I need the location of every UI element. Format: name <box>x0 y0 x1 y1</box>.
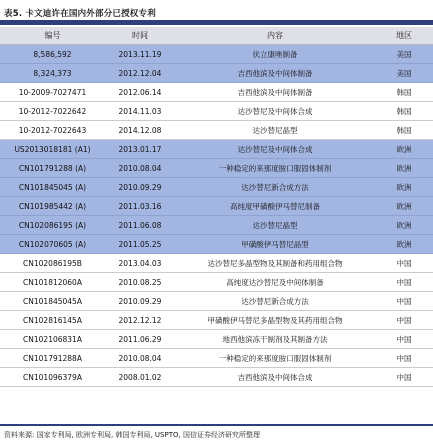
patent-content: 吉西他滨及中间体合成 <box>175 368 375 387</box>
patent-content: 地西他滨冻干制剂及其制备方法 <box>175 330 375 349</box>
table-row <box>0 349 433 368</box>
patent-region: 中国 <box>375 349 433 368</box>
patent-content: 一种稳定的来那度胺口服固体制剂 <box>175 349 375 368</box>
grant-date: 2014.11.03 <box>105 102 175 121</box>
patent-number: CN101791288 (A) <box>0 159 105 178</box>
patent-content: 甲磺酸伊马替尼晶型 <box>175 235 375 254</box>
grant-date: 2013.01.17 <box>105 140 175 159</box>
grant-date: 2014.12.08 <box>105 121 175 140</box>
table-row <box>0 254 433 273</box>
patent-number: 10-2012-7022642 <box>0 102 105 121</box>
table-row <box>0 311 433 330</box>
patent-region: 美国 <box>375 45 433 64</box>
patent-number: CN102086195 (A) <box>0 216 105 235</box>
column-header-region: 地区 <box>375 27 433 45</box>
source-note: 资料来源: 国家专利局, 欧洲专利局, 韩国专利局, USPTO, 国信证券经济研究所整理 <box>4 431 260 439</box>
patent-content: 高纯度甲磺酸伊马替尼制备 <box>175 197 375 216</box>
grant-date: 2010.09.29 <box>105 178 175 197</box>
patent-content: 达沙替尼多晶型物及其制备和药用组合物 <box>175 254 375 273</box>
table-row <box>0 45 433 64</box>
table-row <box>0 178 433 197</box>
table-row <box>0 64 433 83</box>
grant-date: 2010.09.29 <box>105 292 175 311</box>
patent-content: 达沙替尼及中间体合成 <box>175 102 375 121</box>
patent-number: 8,586,592 <box>0 45 105 64</box>
patent-number: 10-2012-7022643 <box>0 121 105 140</box>
patent-number: US2013018181 (A1) <box>0 140 105 159</box>
patent-number: CN101845045A <box>0 292 105 311</box>
table-row <box>0 273 433 292</box>
patent-number: CN101812060A <box>0 273 105 292</box>
grant-date: 2010.08.04 <box>105 349 175 368</box>
grant-date: 2012.12.04 <box>105 64 175 83</box>
patent-region: 欧洲 <box>375 235 433 254</box>
patent-content: 达沙替尼晶型 <box>175 121 375 140</box>
table-row <box>0 140 433 159</box>
patent-region: 美国 <box>375 64 433 83</box>
patent-content: 达沙替尼及中间体合成 <box>175 140 375 159</box>
patent-content: 伏立康唑制备 <box>175 45 375 64</box>
patent-number: 10-2009-7027471 <box>0 83 105 102</box>
patent-region: 韩国 <box>375 121 433 140</box>
patent-content: 达沙替尼晶型 <box>175 216 375 235</box>
patent-number: CN101985442 (A) <box>0 197 105 216</box>
patent-region: 韩国 <box>375 102 433 121</box>
grant-date: 2013.04.03 <box>105 254 175 273</box>
grant-date: 2011.05.25 <box>105 235 175 254</box>
patent-content: 吉西他滨及中间体制备 <box>175 64 375 83</box>
table-caption: 表5. 卡文迪许在国内外部分已授权专利 <box>4 9 156 19</box>
patent-region: 韩国 <box>375 83 433 102</box>
patent-number: CN102106831A <box>0 330 105 349</box>
table-row <box>0 159 433 178</box>
column-header-no: 编号 <box>0 27 105 45</box>
patent-content: 吉西他滨及中间体制备 <box>175 83 375 102</box>
table-row <box>0 292 433 311</box>
patent-region: 欧洲 <box>375 178 433 197</box>
patent-region: 中国 <box>375 273 433 292</box>
patent-number: CN101096379A <box>0 368 105 387</box>
patent-number: 8,324,373 <box>0 64 105 83</box>
table-row <box>0 197 433 216</box>
patent-region: 中国 <box>375 311 433 330</box>
patent-region: 中国 <box>375 330 433 349</box>
patent-content: 高纯度达沙替尼及中间体制备 <box>175 273 375 292</box>
patent-region: 中国 <box>375 292 433 311</box>
patent-region: 中国 <box>375 254 433 273</box>
patent-number: CN101791288A <box>0 349 105 368</box>
patent-number: CN102070605 (A) <box>0 235 105 254</box>
table-body <box>0 45 433 387</box>
patent-content: 一种稳定的来那度胺口服固体制剂 <box>175 159 375 178</box>
table-row <box>0 330 433 349</box>
patent-content: 甲磺酸伊马替尼多晶型物及其药用组合物 <box>175 311 375 330</box>
patent-region: 中国 <box>375 368 433 387</box>
patent-number: CN102086195B <box>0 254 105 273</box>
patent-number: CN101845045 (A) <box>0 178 105 197</box>
patent-region: 欧洲 <box>375 197 433 216</box>
grant-date: 2012.06.14 <box>105 83 175 102</box>
patent-number: CN102816145A <box>0 311 105 330</box>
grant-date: 2013.11.19 <box>105 45 175 64</box>
grant-date: 2010.08.04 <box>105 159 175 178</box>
table-row <box>0 235 433 254</box>
column-header-content: 内容 <box>175 27 375 45</box>
patent-table <box>0 27 433 387</box>
patent-content: 达沙替尼新合成方法 <box>175 292 375 311</box>
bottom-rule <box>0 424 433 426</box>
patent-region: 欧洲 <box>375 159 433 178</box>
top-rule <box>0 20 433 25</box>
table-row <box>0 121 433 140</box>
table-row <box>0 83 433 102</box>
grant-date: 2010.08.25 <box>105 273 175 292</box>
patent-region: 欧洲 <box>375 140 433 159</box>
grant-date: 2011.06.08 <box>105 216 175 235</box>
grant-date: 2011.06.29 <box>105 330 175 349</box>
table-row <box>0 368 433 387</box>
table-row <box>0 102 433 121</box>
patent-region: 欧洲 <box>375 216 433 235</box>
column-header-date: 时间 <box>105 27 175 45</box>
grant-date: 2011.03.16 <box>105 197 175 216</box>
grant-date: 2012.12.12 <box>105 311 175 330</box>
patent-content: 达沙替尼新合成方法 <box>175 178 375 197</box>
table-row <box>0 216 433 235</box>
grant-date: 2008.01.02 <box>105 368 175 387</box>
table-header-row <box>0 27 433 45</box>
